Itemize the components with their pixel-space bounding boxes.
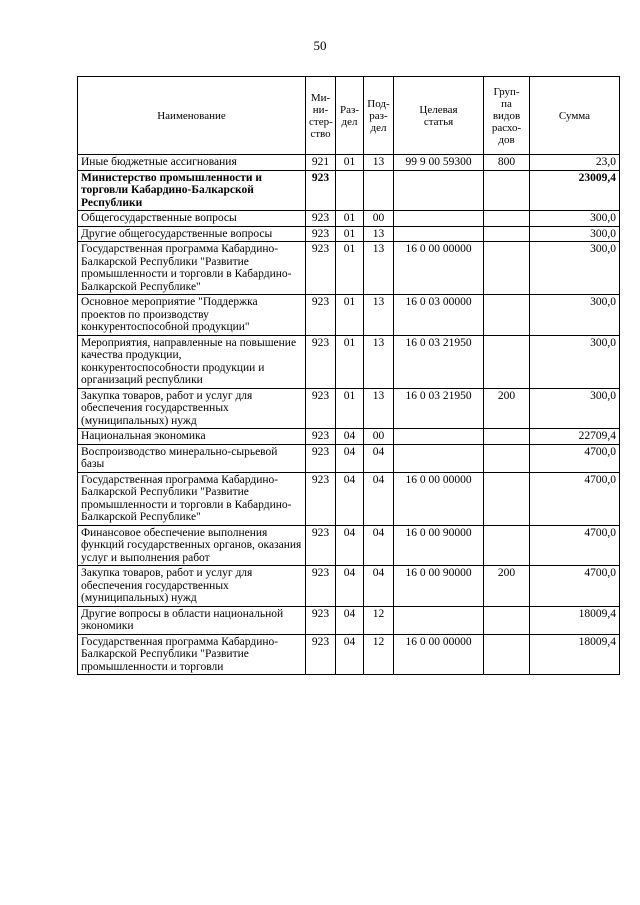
table-row <box>78 155 620 171</box>
table-row <box>78 429 620 445</box>
cell-section: 01 <box>336 295 364 336</box>
cell-section: 01 <box>336 226 364 242</box>
cell-amount: 4700,0 <box>530 444 620 472</box>
cell-name: Закупка товаров, работ и услуг для обеспечения государственных (муниципальных) нужд <box>78 566 306 607</box>
cell-target <box>394 170 484 211</box>
cell-subsection: 04 <box>364 566 394 607</box>
cell-expense-group <box>484 634 530 675</box>
header-subsection: Под- раз- дел <box>364 77 394 155</box>
cell-ministry: 921 <box>306 155 336 171</box>
cell-ministry: 923 <box>306 335 336 388</box>
cell-amount: 300,0 <box>530 242 620 295</box>
cell-amount: 300,0 <box>530 295 620 336</box>
table-row <box>78 566 620 607</box>
cell-target <box>394 226 484 242</box>
cell-subsection: 13 <box>364 242 394 295</box>
cell-section: 01 <box>336 388 364 429</box>
cell-target: 16 0 00 00000 <box>394 242 484 295</box>
table-row <box>78 525 620 566</box>
cell-ministry: 923 <box>306 295 336 336</box>
cell-target: 99 9 00 59300 <box>394 155 484 171</box>
cell-amount: 23009,4 <box>530 170 620 211</box>
header-section: Раз- дел <box>336 77 364 155</box>
cell-expense-group <box>484 335 530 388</box>
cell-ministry: 923 <box>306 444 336 472</box>
cell-section: 04 <box>336 606 364 634</box>
table-header-row <box>78 77 620 155</box>
cell-target: 16 0 03 21950 <box>394 388 484 429</box>
cell-expense-group <box>484 170 530 211</box>
cell-section <box>336 170 364 211</box>
cell-ministry: 923 <box>306 388 336 429</box>
cell-subsection: 12 <box>364 606 394 634</box>
cell-expense-group <box>484 472 530 525</box>
cell-target: 16 0 00 00000 <box>394 634 484 675</box>
cell-target: 16 0 00 90000 <box>394 525 484 566</box>
cell-expense-group: 800 <box>484 155 530 171</box>
cell-subsection: 13 <box>364 335 394 388</box>
cell-subsection: 00 <box>364 429 394 445</box>
table-row <box>78 242 620 295</box>
cell-section: 01 <box>336 155 364 171</box>
cell-amount: 4700,0 <box>530 566 620 607</box>
cell-name: Закупка товаров, работ и услуг для обеспечения государственных (муниципальных) нужд <box>78 388 306 429</box>
cell-section: 04 <box>336 525 364 566</box>
cell-ministry: 923 <box>306 525 336 566</box>
cell-section: 01 <box>336 242 364 295</box>
cell-ministry: 923 <box>306 226 336 242</box>
table-row <box>78 388 620 429</box>
budget-table <box>77 76 620 675</box>
cell-subsection: 13 <box>364 155 394 171</box>
cell-ministry: 923 <box>306 242 336 295</box>
cell-name: Иные бюджетные ассигнования <box>78 155 306 171</box>
cell-name: Финансовое обеспечение выполнения функций государственных органов, оказания услуг и выполнения работ <box>78 525 306 566</box>
cell-amount: 22709,4 <box>530 429 620 445</box>
table-row <box>78 170 620 211</box>
cell-subsection: 04 <box>364 472 394 525</box>
cell-amount: 4700,0 <box>530 525 620 566</box>
cell-target: 16 0 03 21950 <box>394 335 484 388</box>
cell-subsection: 00 <box>364 211 394 227</box>
cell-amount: 300,0 <box>530 335 620 388</box>
cell-target <box>394 211 484 227</box>
cell-name: Государственная программа Кабардино-Балкарской Республики "Развитие промышленности и торговли <box>78 634 306 675</box>
cell-amount: 300,0 <box>530 211 620 227</box>
cell-expense-group <box>484 295 530 336</box>
cell-target <box>394 429 484 445</box>
cell-name: Государственная программа Кабардино-Балкарской Республики "Развитие промышленности и торговли в Кабардино-Балкарской Республике" <box>78 242 306 295</box>
cell-name: Другие общегосударственные вопросы <box>78 226 306 242</box>
cell-amount: 300,0 <box>530 226 620 242</box>
cell-ministry: 923 <box>306 211 336 227</box>
table-row <box>78 211 620 227</box>
cell-name: Мероприятия, направленные на повышение качества продукции, конкурентоспособности продукции и организаций республики <box>78 335 306 388</box>
cell-target <box>394 606 484 634</box>
table-row <box>78 226 620 242</box>
page-number: 50 <box>313 38 327 53</box>
cell-section: 04 <box>336 566 364 607</box>
cell-target <box>394 444 484 472</box>
cell-amount: 300,0 <box>530 388 620 429</box>
cell-ministry: 923 <box>306 429 336 445</box>
header-amount: Сумма <box>530 77 620 155</box>
cell-subsection: 04 <box>364 525 394 566</box>
cell-ministry: 923 <box>306 472 336 525</box>
cell-expense-group <box>484 525 530 566</box>
header-expense-group: Груп- па видов расхо- дов <box>484 77 530 155</box>
cell-subsection: 13 <box>364 388 394 429</box>
cell-section: 04 <box>336 634 364 675</box>
cell-expense-group <box>484 606 530 634</box>
table-row <box>78 472 620 525</box>
cell-target: 16 0 00 90000 <box>394 566 484 607</box>
cell-expense-group <box>484 242 530 295</box>
cell-expense-group: 200 <box>484 388 530 429</box>
cell-section: 01 <box>336 211 364 227</box>
cell-section: 04 <box>336 444 364 472</box>
table-row <box>78 295 620 336</box>
cell-expense-group: 200 <box>484 566 530 607</box>
cell-amount: 18009,4 <box>530 606 620 634</box>
cell-ministry: 923 <box>306 566 336 607</box>
cell-name: Воспроизводство минерально-сырьевой базы <box>78 444 306 472</box>
cell-subsection: 13 <box>364 295 394 336</box>
cell-name: Государственная программа Кабардино-Балкарской Республики "Развитие промышленности и торговли в Кабардино-Балкарской Республике" <box>78 472 306 525</box>
cell-section: 01 <box>336 335 364 388</box>
cell-expense-group <box>484 226 530 242</box>
cell-subsection: 13 <box>364 226 394 242</box>
cell-section: 04 <box>336 472 364 525</box>
cell-target: 16 0 00 00000 <box>394 472 484 525</box>
cell-name: Национальная экономика <box>78 429 306 445</box>
cell-ministry: 923 <box>306 606 336 634</box>
header-name: Наименование <box>78 77 306 155</box>
cell-expense-group <box>484 444 530 472</box>
cell-target: 16 0 03 00000 <box>394 295 484 336</box>
cell-name: Общегосударственные вопросы <box>78 211 306 227</box>
cell-section: 04 <box>336 429 364 445</box>
table-row <box>78 335 620 388</box>
cell-amount: 18009,4 <box>530 634 620 675</box>
cell-name: Основное мероприятие "Поддержка проектов по производству конкурентоспособной продукции" <box>78 295 306 336</box>
cell-ministry: 923 <box>306 634 336 675</box>
table-row <box>78 606 620 634</box>
cell-ministry: 923 <box>306 170 336 211</box>
table-row <box>78 444 620 472</box>
cell-name: Другие вопросы в области национальной экономики <box>78 606 306 634</box>
cell-subsection: 04 <box>364 444 394 472</box>
cell-amount: 23,0 <box>530 155 620 171</box>
cell-subsection: 12 <box>364 634 394 675</box>
header-ministry: Ми- ни- стер- ство <box>306 77 336 155</box>
cell-name: Министерство промышленности и торговли Кабардино-Балкарской Республики <box>78 170 306 211</box>
table-row <box>78 634 620 675</box>
header-target: Целевая статья <box>394 77 484 155</box>
cell-expense-group <box>484 211 530 227</box>
cell-expense-group <box>484 429 530 445</box>
cell-amount: 4700,0 <box>530 472 620 525</box>
cell-subsection <box>364 170 394 211</box>
